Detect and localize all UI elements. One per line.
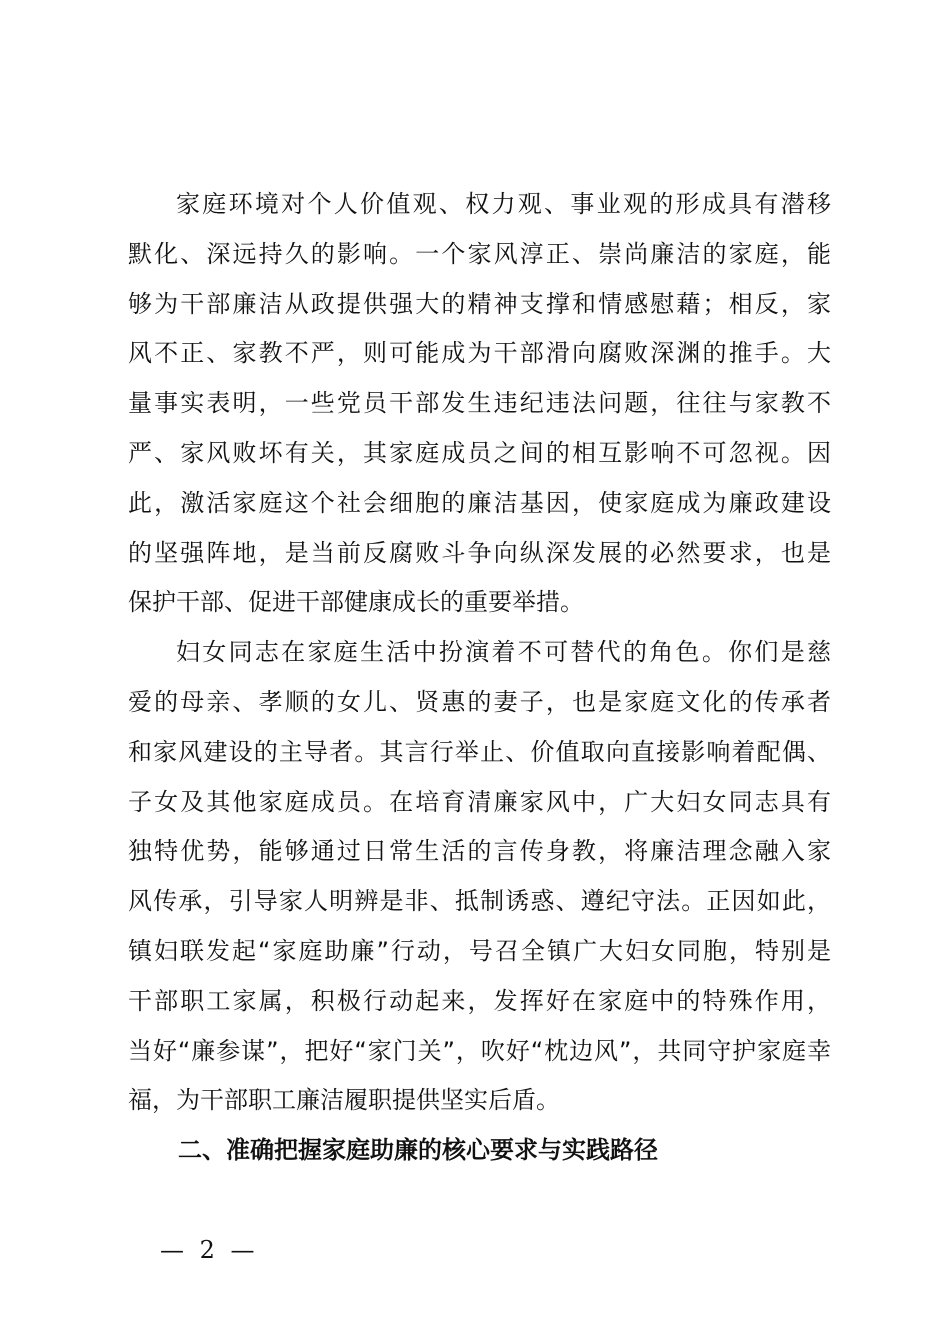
text-line: 严、家风败坏有关，其家庭成员之间的相互影响不可忽视。因 [128, 438, 831, 467]
text-line: 风不正、家教不严，则可能成为干部滑向腐败深渊的推手。大 [128, 339, 831, 368]
text-line: 风传承，引导家人明辨是非、抵制诱惑、遵纪守法。正因如此， [128, 887, 831, 916]
section-heading: 二、准确把握家庭助廉的核心要求与实践路径 [178, 1136, 658, 1165]
text-line: 妇女同志在家庭生活中扮演着不可替代的角色。你们是慈 [176, 638, 831, 667]
text-line: 镇妇联发起“家庭助廉”行动，号召全镇广大妇女同胞，特别是 [128, 936, 831, 965]
text-line: 当好“廉参谋”，把好“家门关”，吹好“枕边风”，共同守护家庭幸 [128, 1036, 831, 1065]
text-line: 干部职工家属，积极行动起来，发挥好在家庭中的特殊作用， [128, 986, 831, 1015]
page-number: — 2 — [160, 1236, 259, 1264]
text-line: 的坚强阵地，是当前反腐败斗争向纵深发展的必然要求，也是 [128, 538, 831, 567]
text-line: 默化、深远持久的影响。一个家风淳正、崇尚廉洁的家庭，能 [128, 239, 831, 268]
paragraph-1 [128, 180, 831, 628]
text-line: 家庭环境对个人价值观、权力观、事业观的形成具有潜移 [176, 190, 831, 218]
text-line: 独特优势，能够通过日常生活的言传身教，将廉洁理念融入家 [128, 837, 831, 866]
text-line: 此，激活家庭这个社会细胞的廉洁基因，使家庭成为廉政建设 [128, 488, 831, 517]
text-line: 保护干部、促进干部健康成长的重要举措。 [128, 588, 584, 617]
text-line: 爱的母亲、孝顺的女儿、贤惠的妻子，也是家庭文化的传承者 [128, 687, 831, 716]
text-line: 子女及其他家庭成员。在培育清廉家风中，广大妇女同志具有 [128, 787, 831, 816]
text-line: 量事实表明，一些党员干部发生违纪违法问题，往往与家教不 [128, 389, 831, 418]
text-line: 够为干部廉洁从政提供强大的精神支撑和情感慰藉；相反，家 [128, 289, 831, 318]
text-line: 和家风建设的主导者。其言行举止、价值取向直接影响着配偶、 [128, 737, 831, 766]
paragraph-2 [128, 628, 831, 1126]
text-line: 福，为干部职工廉洁履职提供坚实后盾。 [128, 1086, 560, 1115]
document-body [128, 180, 831, 1176]
